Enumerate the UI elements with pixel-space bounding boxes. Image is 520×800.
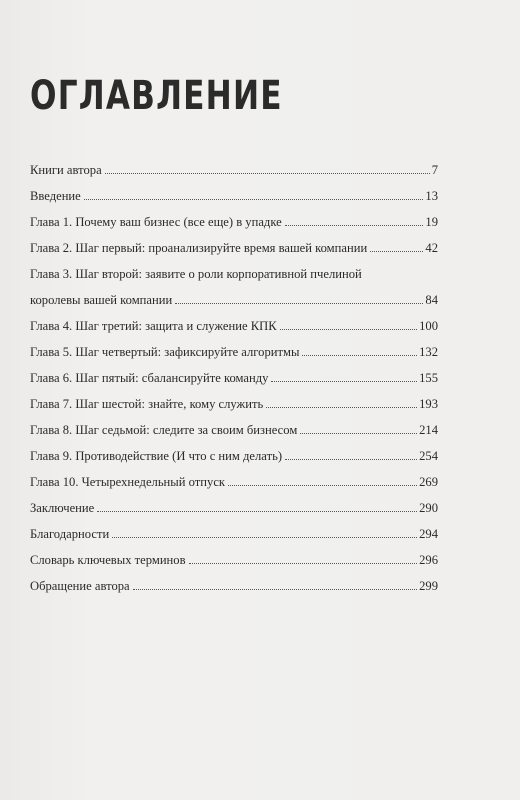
toc-entry-label: Книги автора bbox=[30, 163, 102, 177]
toc-entry-label: Благодарности bbox=[30, 527, 110, 541]
toc-entry-chapter-6[interactable] bbox=[30, 366, 438, 390]
dot-leader bbox=[133, 589, 417, 590]
toc-entry-chapter-5[interactable] bbox=[30, 340, 438, 364]
toc-entry-label: Введение bbox=[30, 189, 81, 203]
toc-entry-label: Глава 2. Шаг первый: проанализируйте время вашей компании bbox=[30, 241, 368, 255]
dot-leader bbox=[112, 537, 417, 538]
toc-entry-chapter-9[interactable] bbox=[30, 444, 438, 468]
toc-entry-chapter-1[interactable] bbox=[30, 210, 438, 234]
toc-entry-page: 155 bbox=[419, 371, 438, 385]
dot-leader bbox=[97, 511, 417, 512]
toc-entry-page: 214 bbox=[419, 423, 438, 437]
toc-entry-chapter-8[interactable] bbox=[30, 418, 438, 442]
toc-entry-label: Глава 4. Шаг третий: защита и служение КПК bbox=[30, 319, 277, 333]
toc-entry-chapter-3[interactable] bbox=[30, 262, 438, 312]
dot-leader bbox=[370, 251, 423, 252]
toc-entry-label: Заключение bbox=[30, 501, 95, 515]
dot-leader bbox=[302, 355, 417, 356]
toc-entry-chapter-2[interactable] bbox=[30, 236, 438, 260]
toc-entry-label: Глава 7. Шаг шестой: знайте, кому служить bbox=[30, 397, 264, 411]
toc-entry-author-address[interactable] bbox=[30, 574, 438, 598]
dot-leader bbox=[266, 407, 417, 408]
toc-entry-page: 42 bbox=[425, 241, 438, 255]
toc-entry-page: 19 bbox=[425, 215, 438, 229]
toc-entry-page: 193 bbox=[419, 397, 438, 411]
toc-entry-page: 294 bbox=[419, 527, 438, 541]
dot-leader bbox=[285, 225, 424, 226]
dot-leader bbox=[271, 381, 417, 382]
dot-leader bbox=[300, 433, 417, 434]
toc-entry-label: Глава 10. Четырехнедельный отпуск bbox=[30, 475, 226, 489]
dot-leader bbox=[84, 199, 424, 200]
toc-entry-label: Глава 1. Почему ваш бизнес (все еще) в упадке bbox=[30, 215, 282, 229]
dot-leader bbox=[105, 173, 430, 174]
toc-entry-acknowledgements[interactable] bbox=[30, 522, 438, 546]
toc-entry-page: 13 bbox=[425, 189, 438, 203]
dot-leader bbox=[228, 485, 417, 486]
dot-leader bbox=[175, 303, 423, 304]
toc-entry-conclusion[interactable] bbox=[30, 496, 438, 520]
toc-entry-glossary[interactable] bbox=[30, 548, 438, 572]
toc-entry-label: Глава 8. Шаг седьмой: следите за своим бизнесом bbox=[30, 423, 298, 437]
toc-entry-page: 269 bbox=[419, 475, 438, 489]
page-title: ОГЛАВЛЕНИЕ bbox=[30, 73, 283, 119]
toc-entry-page: 132 bbox=[419, 345, 438, 359]
dot-leader bbox=[280, 329, 417, 330]
table-of-contents bbox=[30, 158, 438, 598]
toc-entry-label-line-2: королевы вашей компании bbox=[30, 293, 173, 307]
toc-entry-page: 84 bbox=[425, 293, 438, 307]
toc-entry-label: Глава 5. Шаг четвертый: зафиксируйте алгоритмы bbox=[30, 345, 300, 359]
toc-entry-introduction[interactable] bbox=[30, 184, 438, 208]
toc-entry-page: 290 bbox=[419, 501, 438, 515]
toc-entry-chapter-7[interactable] bbox=[30, 392, 438, 416]
toc-entry-label: Обращение автора bbox=[30, 579, 130, 593]
dot-leader bbox=[189, 563, 418, 564]
toc-entry-author-books[interactable] bbox=[30, 158, 438, 182]
toc-entry-label: Словарь ключевых терминов bbox=[30, 553, 186, 567]
toc-entry-page: 296 bbox=[419, 553, 438, 567]
toc-entry-page: 7 bbox=[431, 163, 438, 177]
toc-entry-chapter-4[interactable] bbox=[30, 314, 438, 338]
toc-entry-page: 299 bbox=[419, 579, 438, 593]
toc-entry-second-line bbox=[30, 288, 438, 312]
toc-entry-label: Глава 6. Шаг пятый: сбалансируйте команду bbox=[30, 371, 269, 385]
dot-leader bbox=[285, 459, 417, 460]
toc-entry-page: 254 bbox=[419, 449, 438, 463]
toc-entry-chapter-10[interactable] bbox=[30, 470, 438, 494]
toc-entry-label: Глава 9. Противодействие (И что с ним делать) bbox=[30, 449, 283, 463]
toc-entry-label-line-1: Глава 3. Шаг второй: заявите о роли корпоративной пчелиной bbox=[30, 267, 362, 281]
toc-entry-page: 100 bbox=[419, 319, 438, 333]
